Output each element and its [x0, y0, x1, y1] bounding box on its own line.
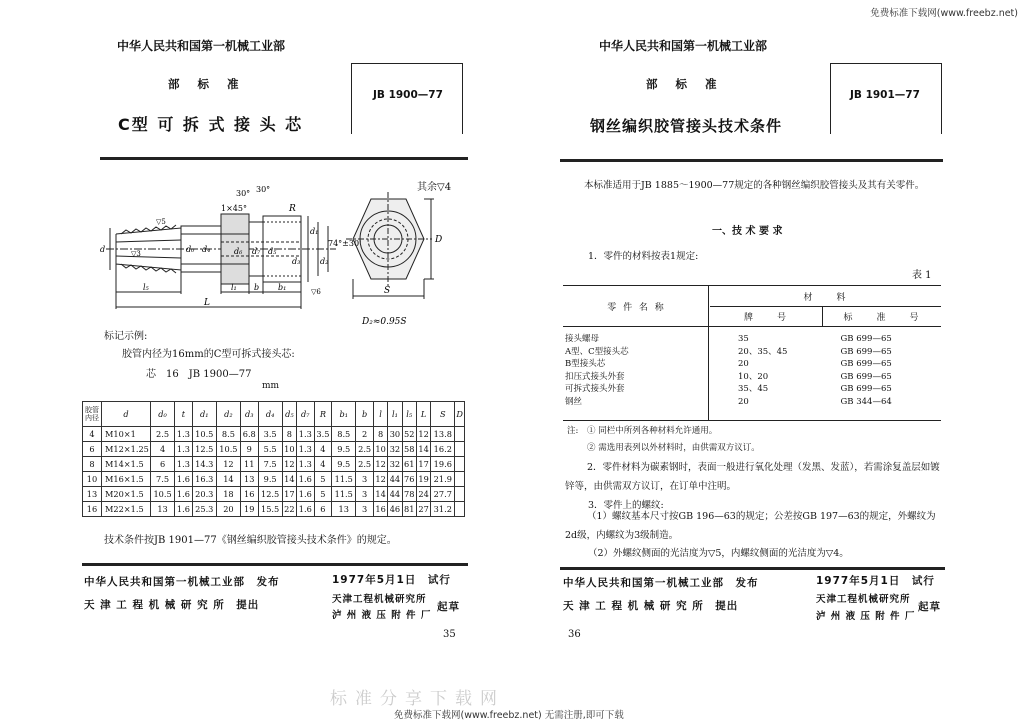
table-cell: 13 — [240, 472, 258, 487]
col-header: l₅ — [402, 402, 416, 427]
l-label: L — [204, 298, 210, 308]
table-cell: 24 — [416, 487, 430, 502]
table-cell: 5.5 — [258, 442, 282, 457]
table-cell: 10 — [282, 442, 296, 457]
table-cell: 1.3 — [175, 457, 193, 472]
table-cell: 19 — [416, 472, 430, 487]
table-row — [563, 327, 941, 346]
table-cell: GB 699—65 — [840, 359, 892, 370]
table-row — [83, 502, 465, 517]
fitting-drawing — [96, 184, 466, 334]
table-cell: 14 — [216, 472, 240, 487]
d3-label: d₃ — [292, 257, 301, 266]
table-row — [563, 346, 941, 359]
table-cell: 10.5 — [216, 442, 240, 457]
right-title: 钢丝编织胶管接头技术条件 — [590, 117, 783, 135]
right-ministry: 中华人民共和国第一机械工业部 — [599, 39, 768, 53]
left-title: C型 可 拆 式 接 头 芯 — [118, 115, 304, 134]
right-standard-type: 部 标 准 — [646, 77, 717, 91]
table-cell: 8.5 — [332, 427, 356, 442]
col-header: t — [175, 402, 193, 427]
right-header-rule — [560, 159, 943, 162]
table-cell: 35、45 — [738, 384, 769, 395]
table-cell: 4 — [314, 457, 332, 472]
table-cell: 15.5 — [258, 502, 282, 517]
surface-note: 其余▽4 — [417, 182, 452, 193]
table-cell: 8 — [373, 427, 387, 442]
col-header: b₁ — [332, 402, 356, 427]
col-header: l — [373, 402, 387, 427]
table-cell: 9 — [240, 442, 258, 457]
col-header: d₇ — [297, 402, 315, 427]
table-cell: 61 — [402, 457, 416, 472]
tech-note: 技术条件按JB 1901—77《钢丝编织胶管接头技术条件》的规定。 — [104, 535, 397, 546]
table-cell: 14 — [282, 472, 296, 487]
col-header: d₅ — [282, 402, 296, 427]
table-cell: 9.5 — [332, 457, 356, 472]
left-drafter1: 天津工程机械研究所 — [332, 594, 427, 605]
table-cell: 1.3 — [297, 427, 315, 442]
col-header: S — [431, 402, 455, 427]
table-cell: 4 — [83, 427, 102, 442]
header-part-name: 零 件 名 称 — [563, 287, 710, 327]
table-cell: 16 — [83, 502, 102, 517]
table-row — [83, 472, 465, 487]
left-proposed-by: 天 津 工 程 机 械 研 究 所 提出 — [84, 599, 260, 611]
d0-label: d₀ — [186, 245, 195, 254]
dimension-table — [82, 401, 465, 517]
table-row — [83, 427, 465, 442]
table-cell: 接头螺母 — [565, 334, 600, 345]
right-page-number: 36 — [568, 629, 581, 640]
chamfer-label: 1×45° — [221, 204, 247, 213]
table-cell: 9.5 — [258, 472, 282, 487]
table-cell: 21.9 — [431, 472, 455, 487]
table-cell: 8 — [282, 427, 296, 442]
d1-label: d₁ — [310, 227, 319, 236]
table-cell: 1.6 — [297, 487, 315, 502]
right-footer-rule — [560, 567, 945, 570]
right-code: JB 1901—77 — [850, 89, 920, 101]
table-cell: GB 699—65 — [840, 384, 892, 395]
table-cell: M22×1.5 — [102, 502, 151, 517]
table-cell: 3 — [356, 502, 374, 517]
table-cell-empty — [455, 457, 465, 472]
l1-label: l₁ — [231, 283, 237, 292]
note-2: ② 需选用表列以外材料时，由供需双方议订。 — [587, 443, 760, 453]
right-proposed-by: 天 津 工 程 机 械 研 究 所 提出 — [563, 600, 739, 612]
col-header: b — [356, 402, 374, 427]
table-cell: 25.3 — [192, 502, 216, 517]
table-cell: 30 — [388, 427, 402, 442]
table-cell: 2.5 — [151, 427, 175, 442]
materials-table-body — [563, 327, 941, 409]
table-cell: 3 — [356, 487, 374, 502]
table-cell: 14 — [373, 487, 387, 502]
table-cell-empty — [455, 472, 465, 487]
table-row — [563, 371, 941, 384]
marking-title: 标记示例: — [104, 331, 148, 342]
col-header: d₃ — [240, 402, 258, 427]
table-cell: 13 — [332, 502, 356, 517]
table-cell: 11 — [240, 457, 258, 472]
table-cell: 3.5 — [314, 427, 332, 442]
table-cell: 14.3 — [192, 457, 216, 472]
watermark-top: 免费标准下载网(www.freebz.net) — [870, 8, 1018, 19]
dimension-table-header — [83, 402, 465, 427]
d7-label: d₇ — [252, 247, 261, 256]
finish-label-6: ▽6 — [311, 288, 321, 296]
d4-label: d₄ — [202, 245, 211, 254]
table-cell: 4 — [314, 442, 332, 457]
left-ministry: 中华人民共和国第一机械工业部 — [117, 39, 286, 53]
table-cell: GB 699—65 — [840, 346, 892, 357]
table-cell: 2 — [356, 427, 374, 442]
d5-label: d₅ — [268, 247, 277, 256]
col-header: 胶管内径 — [83, 402, 102, 427]
table-cell: 3 — [356, 472, 374, 487]
table-cell: M16×1.5 — [102, 472, 151, 487]
item-1: 1．零件的材料按表1规定: — [588, 251, 699, 262]
table-cell: 1.3 — [175, 427, 193, 442]
table-row — [563, 383, 941, 396]
table-cell: 12.5 — [192, 442, 216, 457]
table-cell: 6 — [314, 502, 332, 517]
table-cell: GB 699—65 — [840, 371, 892, 382]
table-cell: B型接头芯 — [565, 359, 606, 370]
materials-table-bottom-rule — [563, 420, 941, 421]
table-row — [83, 457, 465, 472]
item-3-1: （1）螺纹基本尺寸按GB 196—63的规定；公差按GB 197—63的规定，外螺纹为2d级，内螺纹为3级制造。 — [565, 511, 936, 541]
table-cell: 16 — [240, 487, 258, 502]
s-label: S — [384, 286, 391, 296]
table-cell: 18 — [216, 487, 240, 502]
finish-label-5: ▽5 — [156, 218, 166, 226]
right-issued-by: 中华人民共和国第一机械工业部 发布 — [563, 577, 759, 589]
table-cell-empty — [455, 427, 465, 442]
table-cell: 12 — [373, 472, 387, 487]
table-cell: 10.5 — [192, 427, 216, 442]
table-cell: 78 — [402, 487, 416, 502]
table-cell: 可拆式接头外套 — [565, 384, 625, 395]
col-header: d₀ — [151, 402, 175, 427]
table-cell: 14 — [416, 442, 430, 457]
table-row — [563, 396, 941, 409]
d2-label: d₂ — [320, 257, 329, 266]
angle-label-74: 74°±30' — [328, 239, 362, 248]
table-cell: 1.3 — [297, 442, 315, 457]
table-cell: 35 — [738, 334, 749, 345]
table-cell: 1.6 — [175, 487, 193, 502]
left-standard-type: 部 标 准 — [168, 77, 239, 91]
table-cell-empty — [455, 442, 465, 457]
angle-label-1: 30° — [236, 189, 251, 198]
left-code: JB 1900—77 — [373, 89, 443, 101]
d2-formula: D₂≈0.95S — [362, 317, 407, 327]
table-row — [83, 487, 465, 502]
right-drafter1: 天津工程机械研究所 — [816, 594, 911, 605]
right-issue-date: 1977年5月1日 试行 — [816, 575, 935, 587]
table-cell: 81 — [402, 502, 416, 517]
table-cell: 13 — [151, 502, 175, 517]
left-footer-rule — [82, 563, 468, 566]
table-cell: 1.3 — [297, 457, 315, 472]
left-page-number: 35 — [443, 629, 456, 640]
table-cell: 32 — [388, 442, 402, 457]
table-row — [83, 442, 465, 457]
table-cell: 31.2 — [431, 502, 455, 517]
table-cell: 11.5 — [332, 472, 356, 487]
table-cell: M12×1.25 — [102, 442, 151, 457]
table-cell: 13 — [83, 487, 102, 502]
col-header: L — [416, 402, 430, 427]
table-cell-empty — [455, 502, 465, 517]
table-cell: 20 — [738, 359, 749, 370]
table-cell-empty — [455, 487, 465, 502]
table-cell: 19.6 — [431, 457, 455, 472]
angle-label-2: 30° — [256, 185, 271, 194]
table-cell: M14×1.5 — [102, 457, 151, 472]
dimension-table-body — [83, 427, 465, 517]
table-cell: M10×1 — [102, 427, 151, 442]
b1-label: b₁ — [278, 283, 287, 292]
item-3: 3．零件上的螺纹: — [588, 500, 664, 511]
faded-watermark: 标准分享下载网 — [330, 689, 505, 709]
table-cell: 1.3 — [175, 442, 193, 457]
left-drafted: 起草 — [437, 601, 460, 613]
table-cell: 52 — [402, 427, 416, 442]
d-diam-label: d — [100, 245, 106, 254]
table-cell: 12.5 — [258, 487, 282, 502]
table-cell: 32 — [388, 457, 402, 472]
b-label: b — [254, 283, 260, 292]
table-cell: M20×1.5 — [102, 487, 151, 502]
table-cell: GB 344—64 — [840, 396, 892, 407]
table-cell: 扣压式接头外套 — [565, 371, 625, 382]
table-row — [563, 358, 941, 371]
col-header: d — [102, 402, 151, 427]
col-header: d₂ — [216, 402, 240, 427]
l5-label: l₅ — [143, 283, 149, 292]
table-cell: 7.5 — [258, 457, 282, 472]
table-cell: 46 — [388, 502, 402, 517]
table-cell: 12 — [373, 457, 387, 472]
col-header: R — [314, 402, 332, 427]
table-cell: A型、C型接头芯 — [565, 346, 629, 357]
left-header-rule — [100, 157, 468, 160]
table-cell: 27.7 — [431, 487, 455, 502]
table-cell: 12 — [282, 457, 296, 472]
header-std: 标 准 号 — [823, 307, 942, 327]
col-header: D — [455, 402, 465, 427]
table-cell: 8.5 — [216, 427, 240, 442]
table-cell: 20 — [738, 396, 749, 407]
d6-label: d₆ — [234, 247, 243, 256]
right-drafted: 起草 — [918, 601, 941, 613]
section-technical-requirements: 一、技 术 要 求 — [712, 226, 783, 237]
table-cell: 16.3 — [192, 472, 216, 487]
table-cell: 13.8 — [431, 427, 455, 442]
right-drafter2: 泸 州 液 压 附 件 厂 — [816, 611, 916, 622]
table-cell: 6.8 — [240, 427, 258, 442]
table-cell: 58 — [402, 442, 416, 457]
intro-paragraph: 本标准适用于JB 1885～1900—77规定的各种钢丝编织胶管接头及其有关零件。 — [584, 180, 925, 191]
table-cell: 10.5 — [151, 487, 175, 502]
table-cell: 16 — [373, 502, 387, 517]
table-cell: 6 — [83, 442, 102, 457]
table-cell: 4 — [151, 442, 175, 457]
unit-label: mm — [262, 381, 280, 391]
table-cell: 2.5 — [356, 442, 374, 457]
item-3-2: （2）外螺纹侧面的光洁度为▽5，内螺纹侧面的光洁度为▽4。 — [588, 548, 849, 559]
table-cell: 20 — [216, 502, 240, 517]
table-cell: GB 699—65 — [840, 334, 892, 345]
table-cell: 44 — [388, 472, 402, 487]
table-cell: 1.6 — [175, 502, 193, 517]
item-2: 2．零件材料为碳素钢时，表面一般进行氧化处理（发黑、发蓝），若需涂复盖层如镀锌等，由供需双方议订，在订单中注明。 — [565, 462, 940, 492]
table-cell: 9.5 — [332, 442, 356, 457]
left-drafter2: 泸 州 液 压 附 件 厂 — [332, 610, 432, 621]
table-cell: 44 — [388, 487, 402, 502]
table-cell: 20.3 — [192, 487, 216, 502]
table-cell: 22 — [282, 502, 296, 517]
note-1: ① 同栏中所列各种材料允许通用。 — [587, 426, 718, 436]
radius-label: R — [289, 204, 296, 214]
table-cell: 1.6 — [297, 502, 315, 517]
table-cell: 11.5 — [332, 487, 356, 502]
table-cell: 10 — [83, 472, 102, 487]
table-cell: 3.5 — [258, 427, 282, 442]
left-issue-date: 1977年5月1日 试行 — [332, 574, 451, 586]
watermark-bottom: 免费标准下载网(www.freebz.net) 无需注册,即可下载 — [394, 710, 624, 721]
table-cell: 17 — [282, 487, 296, 502]
left-issued-by: 中华人民共和国第一机械工业部 发布 — [84, 576, 280, 588]
table-cell: 10 — [373, 442, 387, 457]
table-cell: 钢丝 — [565, 396, 583, 407]
table-cell: 8 — [83, 457, 102, 472]
col-header: d₁ — [192, 402, 216, 427]
table-cell: 10、20 — [738, 371, 769, 382]
header-material: 材 料 — [710, 287, 941, 307]
table-cell: 27 — [416, 502, 430, 517]
table-cell: 20、35、45 — [738, 346, 788, 357]
materials-table — [563, 287, 941, 408]
finish-label-3: ▽3 — [131, 250, 141, 258]
table-cell: 76 — [402, 472, 416, 487]
table-1-label: 表 1 — [912, 270, 932, 281]
note-title: 注: — [567, 426, 579, 436]
table-cell: 16.2 — [431, 442, 455, 457]
table-cell: 1.6 — [175, 472, 193, 487]
table-cell: 12 — [216, 457, 240, 472]
header-grade: 牌 号 — [710, 307, 823, 327]
table-cell: 2.5 — [356, 457, 374, 472]
col-header: d₄ — [258, 402, 282, 427]
table-cell: 19 — [240, 502, 258, 517]
table-cell: 7.5 — [151, 472, 175, 487]
table-cell: 12 — [416, 427, 430, 442]
materials-table-top-rule — [563, 285, 941, 286]
table-cell: 6 — [151, 457, 175, 472]
table-cell: 1.6 — [297, 472, 315, 487]
marking-text: 胶管内径为16mm的C型可拆式接头芯: — [122, 349, 295, 360]
table-cell: 5 — [314, 487, 332, 502]
col-header: l₁ — [388, 402, 402, 427]
table-cell: 17 — [416, 457, 430, 472]
d-label-big: D — [435, 235, 443, 245]
marking-example: 芯 16 JB 1900—77 — [146, 369, 252, 380]
table-cell: 5 — [314, 472, 332, 487]
